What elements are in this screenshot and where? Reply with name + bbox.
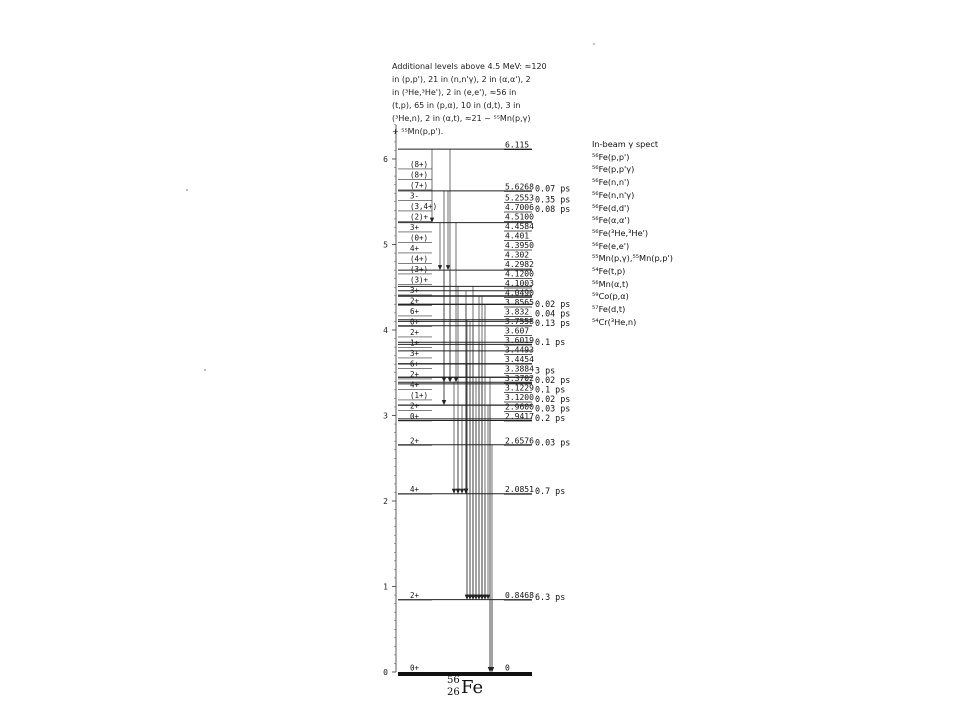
level-energy-label: 0 [505,663,510,673]
level-energy-label: 3.1200 [505,392,534,402]
level-spin-parity: 6+ [410,306,420,316]
mass-number: 56 [447,675,460,686]
level-energy-label: 2.6576 [505,436,534,446]
level-spin-parity: (4+) [410,254,429,264]
level-energy-label: 4.0490 [505,288,534,298]
transition-arrowhead [454,377,458,382]
reaction-item: ⁵⁶Fe(n,n') [592,177,630,188]
reaction-item: ⁵⁶Fe(p,p') [592,151,630,162]
level-energy-label: 3.4454 [505,354,534,364]
level-lifetime: 0.02 ps [535,298,571,309]
atomic-number: 26 [447,687,460,698]
transition-arrowhead [452,489,456,494]
axis-tick-label: 0 [383,668,388,677]
additional-levels-note [392,60,592,138]
level-spin-parity: 0+ [410,411,420,421]
axis-tick-label: 5 [383,240,388,250]
level-lifetime: 0.02 ps [535,374,571,385]
level-energy-label: 3.4493 [505,345,534,355]
level-lifetime: 0.04 ps [535,308,571,319]
level-spin-parity: 0+ [410,663,420,673]
level-energy-label: 3.3884 [505,364,534,374]
level-lifetime: 0.35 ps [535,194,571,205]
transition-arrowhead [460,489,464,494]
level-energy-label: 3.3702 [505,373,534,383]
level-lifetime: 0.03 ps [535,403,571,414]
level-energy-label: 5.2553 [505,193,534,203]
level-spin-parity: (8+) [410,159,429,169]
reaction-item: ⁵⁶Fe(p,p'γ) [592,164,635,175]
reaction-item: ⁵⁶Fe(e,e') [592,240,630,251]
level-energy-label: 2.9600 [505,402,534,412]
level-spin-parity: 2+ [410,401,420,411]
note-line: + ⁵⁵Mn(p,p'). [392,127,444,136]
transition-arrowhead [471,595,475,600]
level-spin-parity: (7+) [410,180,429,190]
level-spin-parity: 2+ [410,296,420,306]
note-line: in (³He,³He'), 2 in (e,e'), ≈56 in [392,88,517,97]
reaction-item: ⁵⁴Cr(³He,n) [592,316,637,327]
level-lifetime: 0.03 ps [535,437,571,448]
reaction-item: ⁵⁶Fe(n,n'γ) [592,189,635,200]
level-energy-label: 4.1003 [505,278,534,288]
note-line: (t,p), 65 in (p,α), 10 in (d,t), 3 in [392,101,521,110]
level-energy-label: 4.3950 [505,240,534,250]
note-line: Additional levels above 4.5 MeV: ≈120 [392,62,547,71]
level-spin-parity: (3,4+) [410,201,438,211]
level-energy-label: 4.7006 [505,202,534,212]
level-energy-label: 5.6268 [505,182,534,192]
axis-tick-label: 6 [383,155,388,164]
level-spin-parity: 3- [410,191,420,201]
level-lifetime: 0.08 ps [535,203,571,214]
transition-arrowhead [430,218,434,223]
transition-arrowhead [448,377,452,382]
level-spin-parity: 6+ [410,359,420,369]
level-energy-label: 4.401 [505,231,530,241]
axis-tick-label: 2 [383,497,388,506]
axis-tick-label: 3 [383,411,388,421]
note-line: (³He,n), 2 in (α,t), ≈21 ~ ⁵⁵Mn(p,γ) [392,114,531,123]
level-lifetime: 0.13 ps [535,317,571,328]
level-spin-parity: 0+ [410,317,420,327]
reaction-item: ⁵⁵Mn(p,γ),⁵⁵Mn(p,p') [592,253,673,264]
level-energy-label: 3.607 [505,326,530,336]
transition-arrowhead [464,489,468,494]
level-energy-label: 4.2982 [505,259,534,269]
level-spin-parity: (3)+ [410,275,429,285]
level-spin-parity: 2+ [410,591,420,601]
transition-arrowhead [477,595,481,600]
transition-arrowhead [442,400,446,405]
reaction-item: ⁵⁶Fe(³He,³He') [592,227,649,238]
level-spin-parity: 3+ [410,348,420,358]
transition-arrowhead [442,377,446,382]
transition-arrowhead [465,595,469,600]
energy-axis [383,125,396,677]
stray-dot [204,369,206,371]
level-energy-label: 4.4584 [505,221,534,231]
transition-arrowhead [438,265,442,270]
reaction-item: ⁵⁹Co(p,α) [592,291,629,302]
level-energy-label: 3.8565 [505,297,534,307]
level-spin-parity: (8+) [410,170,429,180]
level-energy-label: 3.832 [505,307,530,317]
ground-state-baseline [398,672,532,676]
reaction-item: In-beam γ spect [592,139,659,149]
level-spin-parity: (2)+ [410,212,429,222]
level-lifetime: 3 ps [535,365,556,376]
axis-tick-label: 4 [383,326,388,335]
axis-tick-label: 1 [383,582,388,592]
level-spin-parity: 2+ [410,369,420,379]
level-spin-parity: 1+ [410,338,420,348]
reaction-list [592,138,673,329]
reaction-item: ⁵⁶Mn(α,t) [592,278,629,289]
level-energy-label: 0.8468 [505,591,534,601]
energy-levels [398,141,570,673]
reaction-item: ⁵⁶Fe(α,α') [592,215,630,226]
element-symbol: Fe [461,677,484,698]
level-energy-label: 4.5100 [505,212,534,222]
level-energy-label: 4.1200 [505,269,534,279]
level-lifetime: 6.3 ps [535,592,566,603]
level-energy-label: 4.302 [505,250,530,260]
level-lifetime: 0.2 ps [535,412,566,423]
reaction-item: ⁵⁷Fe(d,t) [592,304,626,315]
level-spin-parity: 3+ [410,285,420,295]
reaction-item: ⁵⁶Fe(d,d') [592,202,630,213]
level-lifetime: 0.7 ps [535,486,566,497]
stray-dot [593,43,595,45]
level-spin-parity: 4+ [410,243,420,253]
level-lifetime: 0.07 ps [535,183,571,194]
note-line: in (p,p'), 21 in (n,n'γ), 2 in (α,α'), 2 [392,75,531,84]
level-energy-label: 2.0851 [505,485,534,495]
level-spin-parity: (1+) [410,390,429,400]
transition-arrowhead [456,489,460,494]
level-lifetime: 0.02 ps [535,393,571,404]
level-lifetime: 0.1 ps [535,384,566,395]
reaction-item: ⁵⁴Fe(t,p) [592,266,626,277]
level-energy-label: 3.6019 [505,335,534,345]
level-energy-label: 2.9417 [505,411,534,421]
level-spin-parity: 4+ [410,485,420,495]
level-energy-label: 6.115 [505,140,530,150]
level-spin-parity: (3+) [410,264,429,274]
level-spin-parity: (0+) [410,233,429,243]
level-spin-parity: 2+ [410,436,420,446]
stray-dot [186,189,188,191]
level-energy-label: 3.7558 [505,316,534,326]
transition-arrowhead [446,265,450,270]
level-spin-parity: 2+ [410,327,420,337]
level-spin-parity: 3+ [410,222,420,232]
gamma-transitions [430,149,494,672]
level-spin-parity: 4+ [410,380,420,390]
level-energy-label: 3.1229 [505,383,534,393]
level-lifetime: 0.1 ps [535,336,566,347]
